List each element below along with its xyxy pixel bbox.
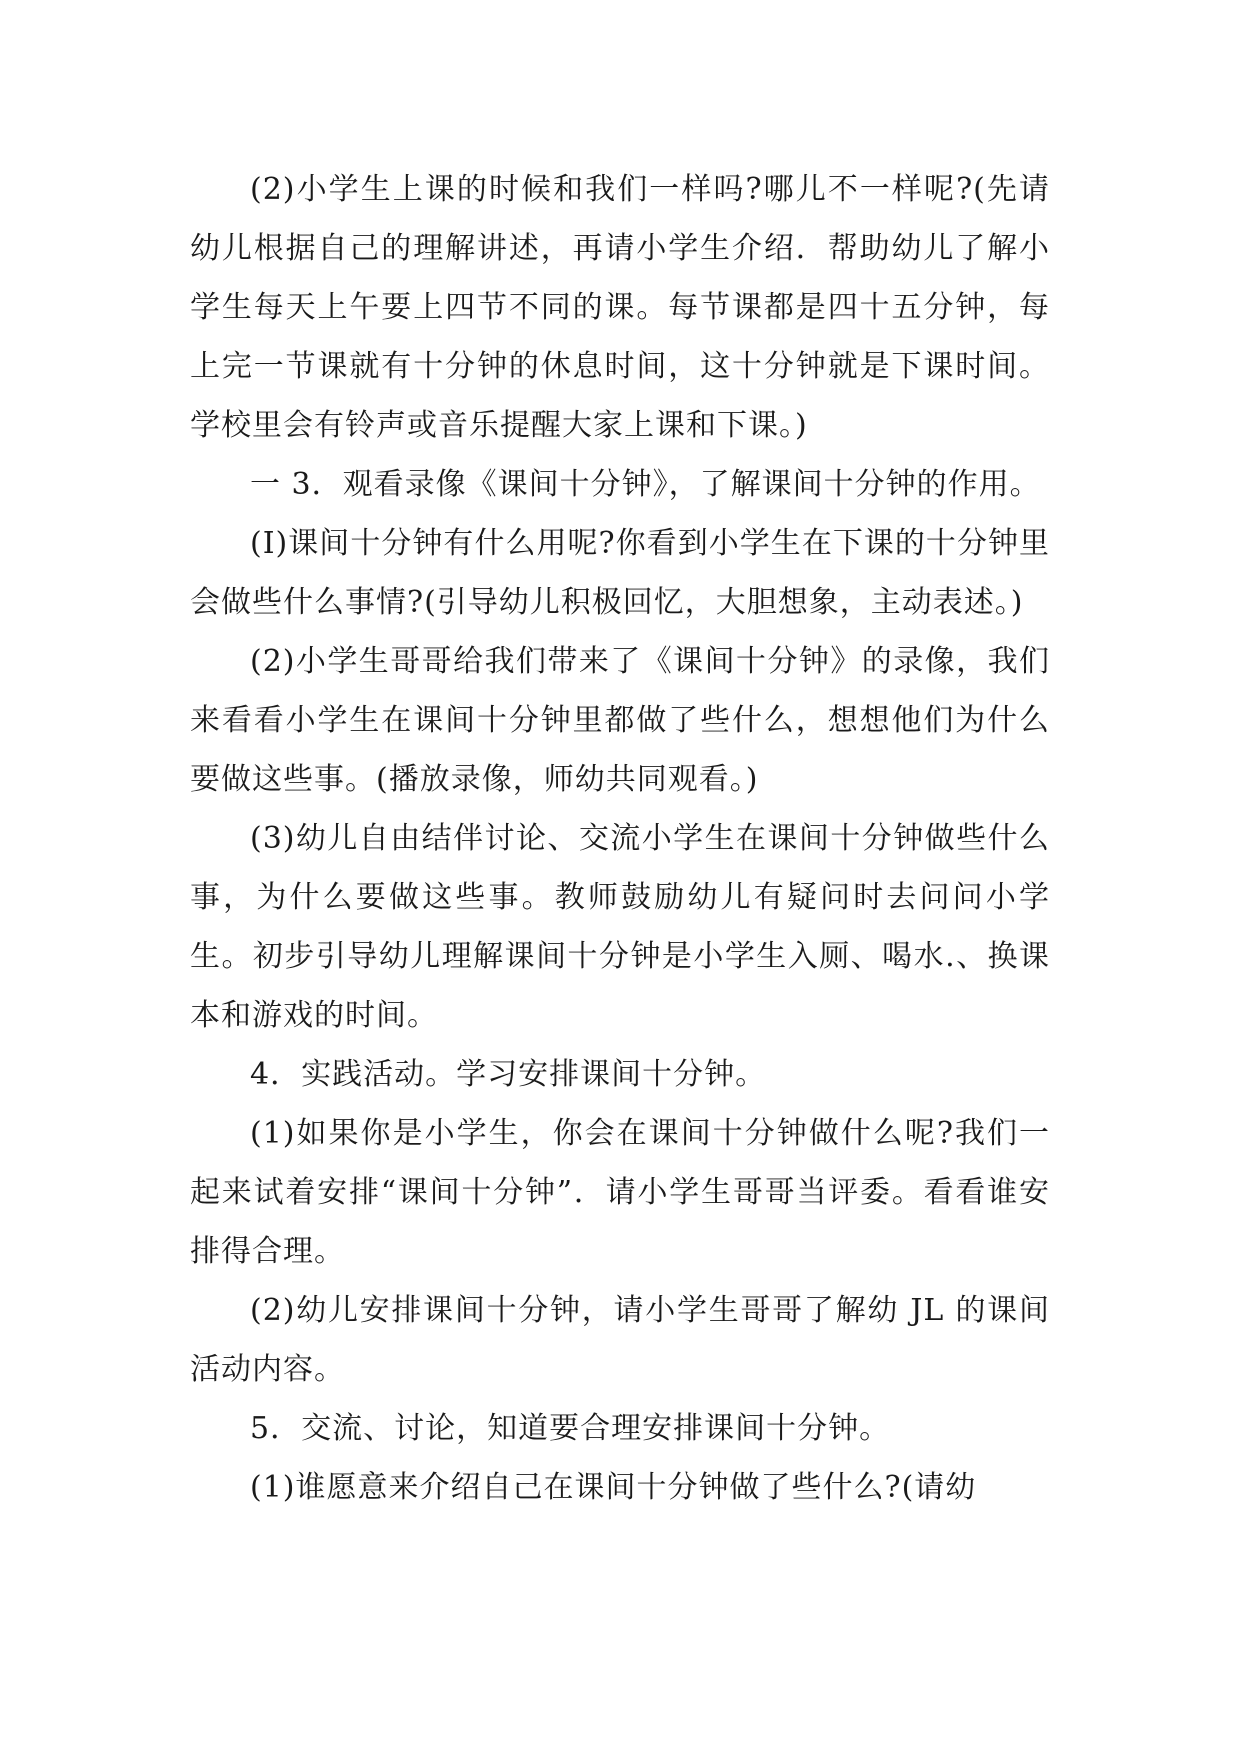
paragraph-step-3-item-3: (3)幼儿自由结伴讨论、交流小学生在课间十分钟做些什么事，为什么要做这些事。教师鼓励幼儿有疑问时去问问小学生。初步引导幼儿理解课间十分钟是小学生入厕、喝水.、换课本和游戏的时间。	[190, 821, 1050, 1033]
paragraph-step-4-heading: 4．实践活动。学习安排课间十分钟。	[250, 1057, 767, 1092]
paragraph-step-3-item-2: (2)小学生哥哥给我们带来了《课间十分钟》的录像，我们来看看小学生在课间十分钟里都做了些什么，想想他们为什么要做这些事。(播放录像，师幼共同观看。)	[190, 644, 1050, 797]
paragraph-step-5-item-1: (1)谁愿意来介绍自己在课间十分钟做了些什么?(请幼	[250, 1470, 977, 1505]
paragraph-step-5-heading: 5．交流、讨论，知道要合理安排课间十分钟。	[250, 1411, 891, 1446]
paragraph-step-3-item-1: (I)课间十分钟有什么用呢?你看到小学生在下课的十分钟里会做些什么事情?(引导幼儿积极回忆，大胆想象，主动表述。)	[190, 526, 1050, 620]
paragraph-step-3-heading: 一 3．观看录像《课间十分钟》，了解课间十分钟的作用。	[250, 467, 1041, 502]
document-body	[190, 160, 1050, 1517]
paragraph-step-4-item-2: (2)幼儿安排课间十分钟，请小学生哥哥了解幼 JL 的课间活动内容。	[190, 1293, 1050, 1387]
paragraph-class-difference: (2)小学生上课的时候和我们一样吗?哪儿不一样呢?(先请幼儿根据自己的理解讲述，再请小学生介绍．帮助幼儿了解小学生每天上午要上四节不同的课。每节课都是四十五分钟，每上完一节课就有十分钟的休息时间，这十分钟就是下课时间。学校里会有铃声或音乐提醒大家上课和下课。)	[190, 172, 1050, 443]
paragraph-step-4-item-1: (1)如果你是小学生，你会在课间十分钟做什么呢?我们一起来试着安排“课间十分钟”．请小学生哥哥当评委。看看谁安排得合理。	[190, 1116, 1050, 1269]
